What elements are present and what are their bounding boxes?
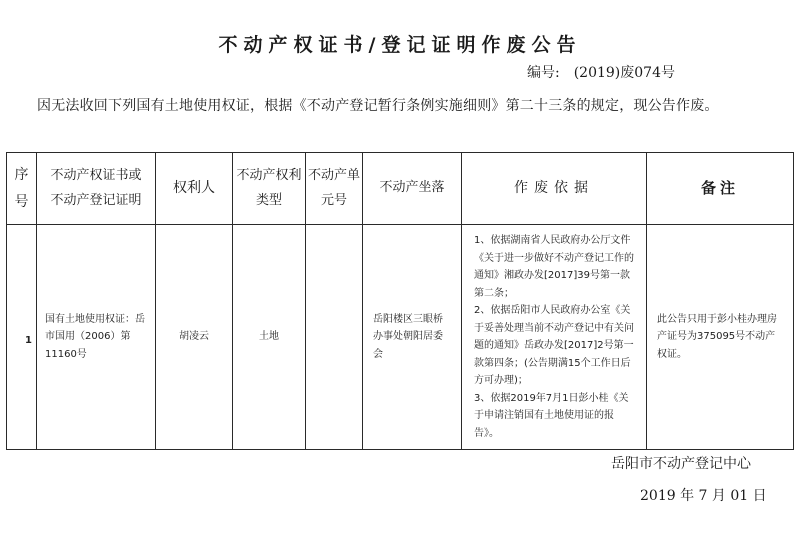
header-unit-number-line1: 不动产单: [307, 167, 360, 183]
header-holder: 权利人: [156, 153, 233, 225]
document-number-value: (2019)废074号: [573, 65, 675, 81]
header-certificate-line1: 不动产权证书或: [50, 167, 142, 183]
cell-note: 此公告只用于彭小桂办理房产证号为375095号不动产权证。: [647, 225, 794, 450]
table-row: [7, 225, 794, 450]
header-right-type-line2: 类型: [255, 192, 282, 208]
cell-certificate: 国有土地使用权证：岳市国用（2006）第11160号: [37, 225, 156, 450]
cell-location: 岳阳楼区三眼桥办事处朝阳居委会: [363, 225, 462, 450]
basis-item-2: 2、依据岳阳市人民政府办公室《关于妥善处理当前不动产登记中有关问题的通知》岳政办发[2017]2号第一款第四条；(公告期满15个工作日后方可办理)；: [474, 305, 634, 386]
basis-item-3: 3、依据2019年7月1日彭小桂《关于申请注销国有土地使用证的报告》。: [474, 392, 629, 439]
void-certificate-table: [6, 152, 794, 450]
header-right-type: [233, 153, 306, 225]
cell-unit-number: [306, 225, 363, 450]
table-header-row: [7, 153, 794, 225]
issuer-name: 岳阳市不动产登记中心: [611, 456, 751, 472]
header-seq: [7, 153, 37, 225]
header-unit-number-line2: 元号: [320, 192, 347, 208]
cell-void-basis: [462, 225, 647, 450]
header-seq-line1: 序: [14, 166, 29, 183]
cell-seq: 1: [7, 225, 37, 450]
basis-item-1: 1、依据湖南省人民政府办公厅文件《关于进一步做好不动产登记工作的通知》湘政办发[2017]39号第一款第二条；: [474, 235, 634, 299]
header-location: 不动产坐落: [363, 153, 462, 225]
notice-title: 不动产权证书/登记证明作废公告: [218, 34, 582, 56]
header-seq-line2: 号: [14, 193, 29, 210]
header-certificate-line2: 不动产登记证明: [50, 192, 142, 208]
header-certificate: [37, 153, 156, 225]
header-right-type-line1: 不动产权利: [236, 167, 302, 183]
cell-holder: 胡凌云: [156, 225, 233, 450]
document-number-label: 编号:: [527, 65, 560, 81]
intro-paragraph: 因无法收回下列国有土地使用权证，根据《不动产登记暂行条例实施细则》第二十三条的规定，现公告作废。: [37, 98, 719, 114]
header-note: 备注: [647, 153, 794, 225]
header-void-basis: 作废依据: [462, 153, 647, 225]
document-number: [527, 62, 675, 82]
header-unit-number: [306, 153, 363, 225]
issue-date: 2019 年 7 月 01 日: [640, 488, 767, 504]
cell-right-type: 土地: [233, 225, 306, 450]
